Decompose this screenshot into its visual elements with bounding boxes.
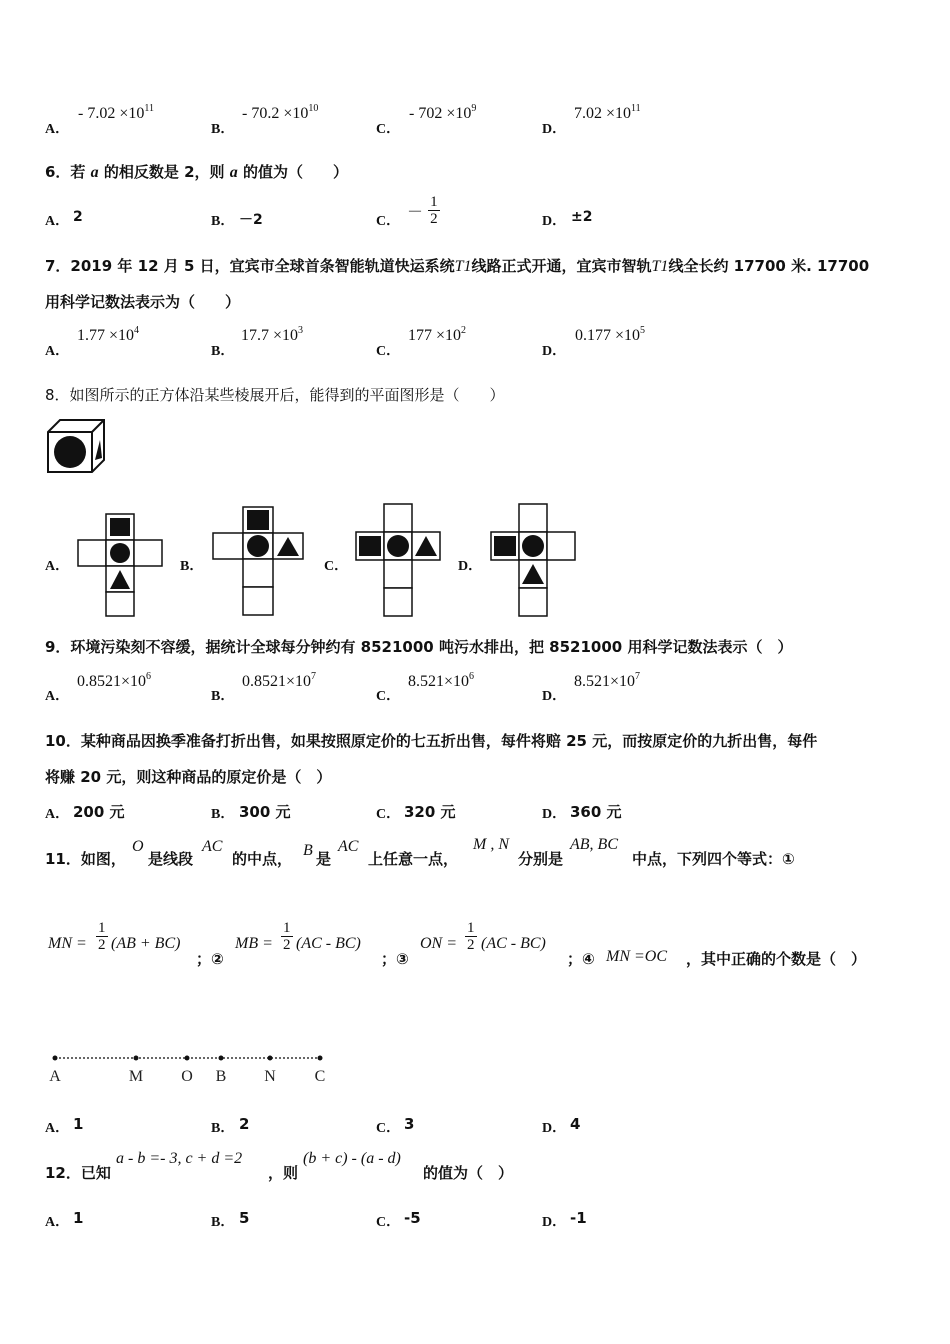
- q12-option-a-label: A．: [45, 1215, 70, 1230]
- q6-option-a-label: A．: [45, 214, 70, 229]
- circle-shape: [387, 535, 409, 557]
- q5-option-d-label: D．: [542, 122, 567, 137]
- q6-option-d-value: ±2: [571, 209, 593, 225]
- q9-option-a-value: $0.8521\times 10^6$: [77, 671, 152, 690]
- q10-option-a-value: 200 元: [73, 803, 125, 821]
- q8-option-d-label: D．: [458, 559, 483, 574]
- q10-option-d-label: D．: [542, 807, 567, 822]
- point-o: [185, 1056, 190, 1061]
- q6-option-c-label: C．: [376, 214, 401, 229]
- eq3-rhs: (AC - BC): [481, 935, 546, 952]
- q9-option-c-label: C．: [376, 689, 401, 704]
- q8-option-a-label: A．: [45, 559, 70, 574]
- q10-option-c-label: C．: [376, 807, 401, 822]
- q11-option-a-value: 1: [73, 1115, 84, 1133]
- q6-option-b-value: －2: [239, 212, 263, 228]
- circle-shape: [247, 535, 269, 557]
- q10-option-b-value: 300 元: [239, 803, 291, 821]
- q10-option-a-label: A．: [45, 807, 70, 822]
- q10-option-d-value: 360 元: [570, 803, 622, 821]
- q11-tail: ，其中正确的个数是（ ）: [686, 950, 867, 968]
- eq4: MN =OC: [606, 948, 668, 965]
- q12-option-a-value: 1: [73, 1209, 84, 1227]
- q9-option-d-value: $8.521\times 10^7$: [574, 671, 641, 690]
- point-a: [53, 1056, 58, 1061]
- q12-expression: (b + c) - (a - d): [303, 1150, 401, 1167]
- q10-stem-line2: 将赚 20 元，则这种商品的原定价是（ ）: [45, 768, 332, 786]
- q8-stem: 8．如图所示的正方体沿某些棱展开后，能得到的平面图形是（ ）: [45, 386, 505, 404]
- eq1-lhs: MN =: [48, 935, 87, 952]
- q11-option-b-value: 2: [239, 1115, 250, 1133]
- q12-option-d-label: D．: [542, 1215, 567, 1230]
- eq3-lhs: ON =: [420, 935, 458, 952]
- q11-option-c-label: C．: [376, 1121, 401, 1136]
- label-b: B: [215, 1068, 227, 1085]
- q7-stem-line1: 7．2019 年 12 月 5 日，宜宾市全球首条智能轨道快运系统T1线路正式开通，宜宾市智轨T1线全长约 17700 米. 17700: [45, 257, 870, 275]
- q7-option-b-value: $17.7 \times 10^3$: [241, 325, 304, 344]
- label-o: O: [181, 1068, 193, 1085]
- label-a: A: [49, 1068, 61, 1085]
- label-n: N: [264, 1068, 276, 1085]
- square-shape: [494, 536, 516, 556]
- q12-option-b-value: 5: [239, 1209, 250, 1227]
- q6-option-d-label: D．: [542, 214, 567, 229]
- q7-option-d-label: D．: [542, 344, 567, 359]
- exam-page: A． - $7.02 \times 10^{11}$ B． - $70.2 \times 10^{10}$ C． - $702 \times 10^9$ D． $7.02 \times 10^{11}$ 6．若 a 的相反数是 2，则 a 的值为（ ） A． 2 B． －2 C． － $\frac{1}{2}$ D． ±2 7．2019 年 12 月 5 日，宜宾市全球首条智能轨道快运系统T1线路正式开通，宜宾市智轨T1线全长约 17700 米. 17700 用科学记数法表示为（ ） A． $1.77 \times 10^4$ B． $17.7 \times 10^3$ C． $177 \times 10^2$ D． $0.177 \times 10^5$ 8．如图所示的正方体沿某些棱展开后，能得到的平面图形是（ ） A． B． C． D． 9．环境污染刻不容缓，据统计全球每分钟约有 8521000 吨污水排出，把 8521000 用科学记数法表示（ ） A． $0.8521\times 10^6$ B． $0.8521\times 10^7$ C． $8.521\times 10^6$ D． $8.521\times 10^7$ 10．某种商品因换季准备打折出售，如果按照原定价的七五折出售，每件将赔 25 元，而按原定价的九折出售，每件 将赚 20 元，则这种商品的原定价是（ ） A． 200 元 B． 300 元 C． 320 元 D． 360 元 11．如图， O 是线段 AC 的中点， B 是 AC 上任意一点， M , N 分别是 AB, BC 中点，下列四个等式：① MN = $\frac{1}{2}$ (AB + BC) ；② MB = $\frac{1}{2}$ (AC - BC) ；③ ON = $\frac{1}{2}$ (AC - BC) ；④ MN =OC ，其中正确的个数是（ ） A M O B N C A． 1 B． 2 C． 3 D． 4 12．已知 a - b =- 3, c + d =2 ，则 (b + c) - (a - d) 的值为（ ） A． 1 B． 5 C． -5 D． -1: [45, 103, 870, 1230]
- q5-option-d-value: $7.02 \times 10^{11}$: [574, 103, 641, 122]
- fraction-half: $\frac{1}{2}$: [283, 920, 291, 953]
- q11-option-a-label: A．: [45, 1121, 70, 1136]
- q7-stem-line2: 用科学记数法表示为（ ）: [45, 293, 241, 311]
- eq1-rhs: (AB + BC): [111, 935, 181, 952]
- q12-option-b-label: B．: [211, 1215, 235, 1230]
- square-shape: [247, 510, 269, 530]
- q9-option-a-label: A．: [45, 689, 70, 704]
- q9-option-d-label: D．: [542, 689, 567, 704]
- q10-option-b-label: B．: [211, 807, 235, 822]
- q7-option-c-value: $177 \times 10^2$: [408, 325, 467, 344]
- q11-line-figure: [48, 1050, 338, 1090]
- label-c: C: [314, 1068, 326, 1085]
- q5-option-b-value: - $70.2 \times 10^{10}$: [242, 103, 319, 122]
- q6-stem: 6．若 a 的相反数是 2，则 a 的值为（ ）: [45, 163, 349, 181]
- square-shape: [110, 518, 130, 536]
- eq2-lhs: MB =: [235, 935, 273, 952]
- label-m: M: [128, 1068, 144, 1085]
- q9-option-b-value: $0.8521\times 10^7$: [242, 671, 317, 690]
- q7-option-a-value: $1.77 \times 10^4$: [77, 325, 140, 344]
- q5-option-b-label: B．: [211, 122, 235, 137]
- fraction-half: $\frac{1}{2}$: [467, 920, 475, 953]
- q5-option-a-value: - $7.02 \times 10^{11}$: [78, 103, 154, 122]
- q11-option-d-label: D．: [542, 1121, 567, 1136]
- eq4-marker: ；④: [567, 950, 595, 968]
- cube-circle-face: [54, 436, 86, 468]
- point-c: [318, 1056, 323, 1061]
- fraction-half: $\frac{1}{2}$: [98, 920, 106, 953]
- q9-option-c-value: $8.521\times 10^6$: [408, 671, 475, 690]
- eq2-rhs: (AC - BC): [296, 935, 361, 952]
- q7-option-b-label: B．: [211, 344, 235, 359]
- q6-option-a-value: 2: [73, 209, 83, 225]
- q8-net-a[interactable]: [72, 510, 166, 618]
- q10-option-c-value: 320 元: [404, 803, 456, 821]
- q9-stem: 9．环境污染刻不容缓，据统计全球每分钟约有 8521000 吨污水排出，把 8521000 用科学记数法表示（ ）: [45, 638, 793, 656]
- q6-option-b-label: B．: [211, 214, 235, 229]
- q11-option-d-value: 4: [570, 1115, 581, 1133]
- q8-option-c-label: C．: [324, 559, 349, 574]
- eq3-marker: ；③: [381, 950, 409, 968]
- q7-option-a-label: A．: [45, 344, 70, 359]
- q10-stem-line1: 10．某种商品因换季准备打折出售，如果按照原定价的七五折出售，每件将赔 25 元，而按原定价的九折出售，每件: [45, 732, 818, 750]
- q11-option-c-value: 3: [404, 1115, 415, 1133]
- q12-option-c-value: -5: [404, 1209, 421, 1227]
- square-shape: [359, 536, 381, 556]
- q11-option-b-label: B．: [211, 1121, 235, 1136]
- q12-option-d-value: -1: [570, 1209, 587, 1227]
- q8-cube-figure: [46, 418, 108, 476]
- eq2-marker: ；②: [196, 950, 224, 968]
- q8-option-b-label: B．: [180, 559, 204, 574]
- circle-shape: [110, 543, 130, 563]
- circle-shape: [522, 535, 544, 557]
- point-m: [134, 1056, 139, 1061]
- q8-net-c[interactable]: [352, 500, 444, 618]
- fraction: $\frac{1}{2}$: [430, 194, 438, 227]
- q8-net-b[interactable]: [207, 503, 307, 617]
- q6-option-c-value: － $\frac{1}{2}$: [407, 194, 438, 227]
- q8-net-d[interactable]: [487, 500, 579, 618]
- q12-condition: a - b =- 3, c + d =2: [116, 1150, 243, 1167]
- q7-option-c-label: C．: [376, 344, 401, 359]
- q5-option-a-label: A．: [45, 122, 70, 137]
- q12-option-c-label: C．: [376, 1215, 401, 1230]
- point-n: [268, 1056, 273, 1061]
- q5-option-c-value: - $702 \times 10^9$: [409, 103, 477, 122]
- q9-option-b-label: B．: [211, 689, 235, 704]
- q7-option-d-value: $0.177 \times 10^5$: [575, 325, 646, 344]
- q5-option-c-label: C．: [376, 122, 401, 137]
- point-b: [219, 1056, 224, 1061]
